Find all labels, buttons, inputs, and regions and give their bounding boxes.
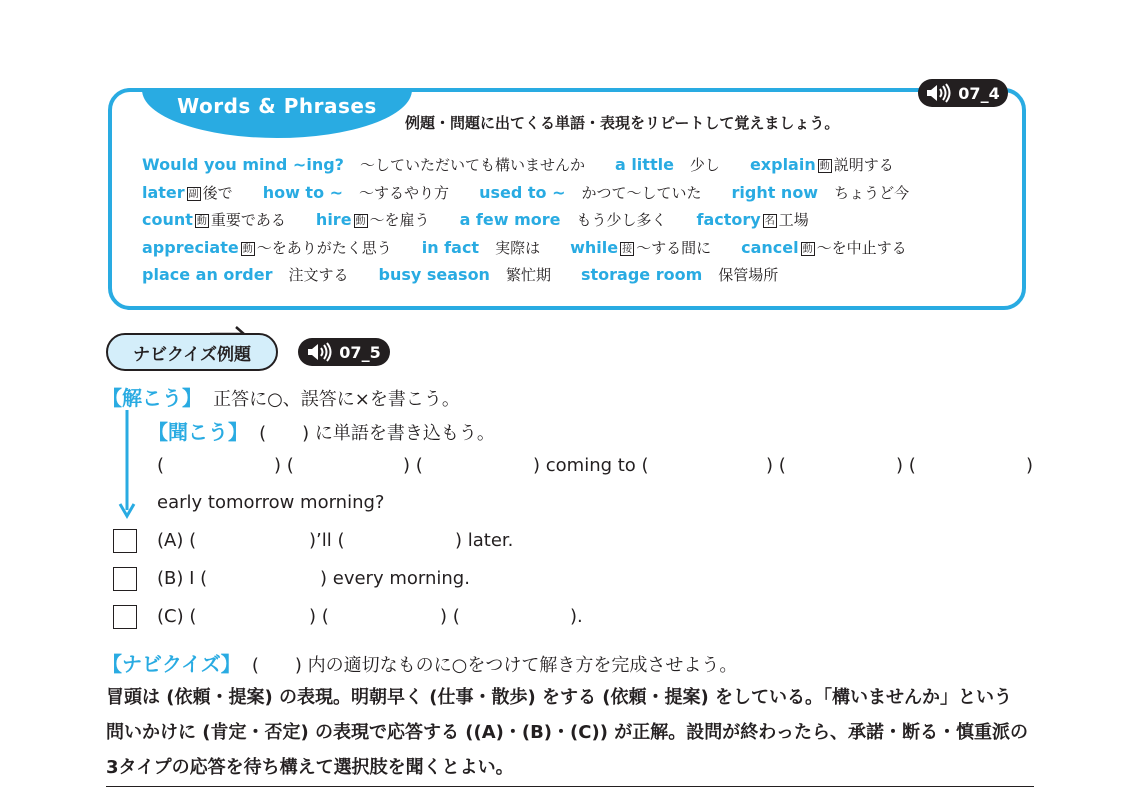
- phrase-jp: 少し: [689, 156, 720, 174]
- pos-marker: 動: [242, 244, 253, 255]
- paren-open: (: [157, 455, 165, 476]
- option-b-label: (B) I (: [157, 568, 208, 589]
- paren-close-open: ) (: [896, 455, 916, 476]
- phrase-jp: ～する間に: [636, 239, 712, 257]
- bottom-divider: [106, 786, 1034, 787]
- phrase-jp: ～をありがたく思う: [256, 239, 392, 257]
- explanation-line: 3タイプの応答を待ち構えて選択肢を聞くとよい。: [106, 757, 514, 778]
- phrase-en: how to ~: [262, 183, 344, 202]
- option-c-mid: ) (: [440, 606, 460, 627]
- navi-line: [102, 648, 737, 677]
- pos-marker: 名: [764, 216, 775, 227]
- phrase-jp: ～を雇う: [369, 211, 430, 229]
- phrase-en: place an order: [142, 265, 273, 284]
- words-phrases-title: Words & Phrases: [177, 94, 377, 118]
- phrase-jp: 重要である: [210, 211, 286, 229]
- navi-heading: 【ナビクイズ】: [102, 652, 241, 676]
- option-a-mid: )’ll (: [309, 530, 345, 551]
- option-a: [0, 530, 1142, 554]
- phrase-jp: 注文する: [288, 266, 349, 284]
- phrase-jp: ～を中止する: [816, 239, 907, 257]
- solve-heading: 【解こう】: [102, 386, 202, 410]
- phrase-en: in fact: [421, 238, 480, 257]
- phrase-en: cancel: [741, 238, 799, 257]
- phrase-en: factory: [696, 210, 761, 229]
- listen-line: [148, 416, 495, 445]
- navi-instruction: ( ) 内の適切なものに○をつけて解き方を完成させよう。: [251, 655, 738, 676]
- pos-marker: 動: [819, 161, 830, 172]
- phrase-jp: 後で: [202, 184, 233, 202]
- phrase-en: appreciate: [142, 238, 239, 257]
- phrase-jp: ～していただいても構いませんか: [359, 156, 585, 174]
- phrase-row-4: [142, 237, 907, 258]
- paren-close-open: ) (: [766, 455, 786, 476]
- option-c-label: (C) (: [157, 606, 197, 627]
- explanation-paragraph: [106, 680, 1036, 785]
- option-c-end: ).: [570, 606, 583, 627]
- solve-line: [102, 382, 460, 411]
- audio-badge-07-5[interactable]: [298, 338, 390, 366]
- listen-instruction: ( ) に単語を書き込もう。: [259, 423, 495, 444]
- phrase-row-1: [142, 154, 894, 175]
- audio-badge-07-4[interactable]: [918, 79, 1008, 107]
- phrase-en: a little: [614, 155, 674, 174]
- phrase-jp: 実際は: [495, 239, 541, 257]
- phrase-jp: ～するやり方: [359, 184, 450, 202]
- audio-track-label: 07_5: [339, 342, 381, 362]
- solve-instruction: 正答に○、誤答に×を書こう。: [213, 389, 460, 410]
- option-b: [0, 568, 1142, 592]
- option-a-end: ) later.: [455, 530, 514, 551]
- paren-close: ): [1026, 455, 1034, 476]
- explanation-line: 問いかけに (肯定・否定) の表現で応答する ((A)・(B)・(C)) が正解。設問が終わったら、承諾・断る・慎重派の: [106, 722, 1029, 743]
- phrase-en: Would you mind ~ing?: [142, 155, 344, 174]
- pos-marker: 接: [622, 244, 633, 255]
- phrase-en: storage room: [580, 265, 703, 284]
- option-c-mid: ) (: [309, 606, 329, 627]
- phrase-en: later: [142, 183, 185, 202]
- pos-marker: 動: [802, 244, 813, 255]
- phrase-en: busy season: [378, 265, 490, 284]
- phrase-row-5: [142, 264, 778, 285]
- phrase-en: explain: [749, 155, 816, 174]
- phrase-jp: 保管場所: [718, 266, 779, 284]
- phrase-en: count: [142, 210, 193, 229]
- pos-marker: 動: [196, 216, 207, 227]
- speaker-icon: [307, 342, 333, 362]
- option-c: [0, 606, 1142, 630]
- speaker-icon: [926, 83, 952, 103]
- phrase-jp: 工場: [778, 211, 809, 229]
- pos-marker: 動: [355, 216, 366, 227]
- words-phrases-description: 例題・問題に出てくる単語・表現をリピートして覚えましょう。: [405, 114, 840, 132]
- coming-to-text: ) coming to (: [533, 455, 649, 476]
- phrase-jp: かつて～していた: [581, 184, 702, 202]
- explanation-line: 冒頭は (依頼・提案) の表現。明朝早く (仕事・散歩) をする (依頼・提案) をしている。「構いませんか」という: [106, 687, 1012, 708]
- phrase-row-3: [142, 209, 809, 230]
- phrase-row-2: [142, 182, 909, 203]
- pos-marker: 副: [188, 189, 199, 200]
- phrase-en: hire: [315, 210, 352, 229]
- option-a-label: (A) (: [157, 530, 197, 551]
- listen-heading: 【聞こう】: [148, 420, 248, 444]
- phrase-en: a few more: [459, 210, 561, 229]
- audio-track-label: 07_4: [958, 83, 1000, 103]
- option-b-end: ) every morning.: [320, 568, 470, 589]
- paren-close-open: ) (: [274, 455, 294, 476]
- question-line-1: [0, 455, 1142, 479]
- phrase-en: used to ~: [479, 183, 566, 202]
- question-line-2: early tomorrow morning?: [157, 492, 385, 513]
- phrase-jp: 説明する: [833, 156, 894, 174]
- phrase-en: while: [570, 238, 619, 257]
- phrase-en: right now: [731, 183, 819, 202]
- phrase-jp: もう少し多く: [576, 211, 667, 229]
- phrase-jp: 繁忙期: [505, 266, 551, 284]
- paren-close-open: ) (: [403, 455, 423, 476]
- phrase-jp: ちょうど今: [834, 184, 910, 202]
- navi-quiz-label: ナビクイズ例題: [106, 333, 278, 371]
